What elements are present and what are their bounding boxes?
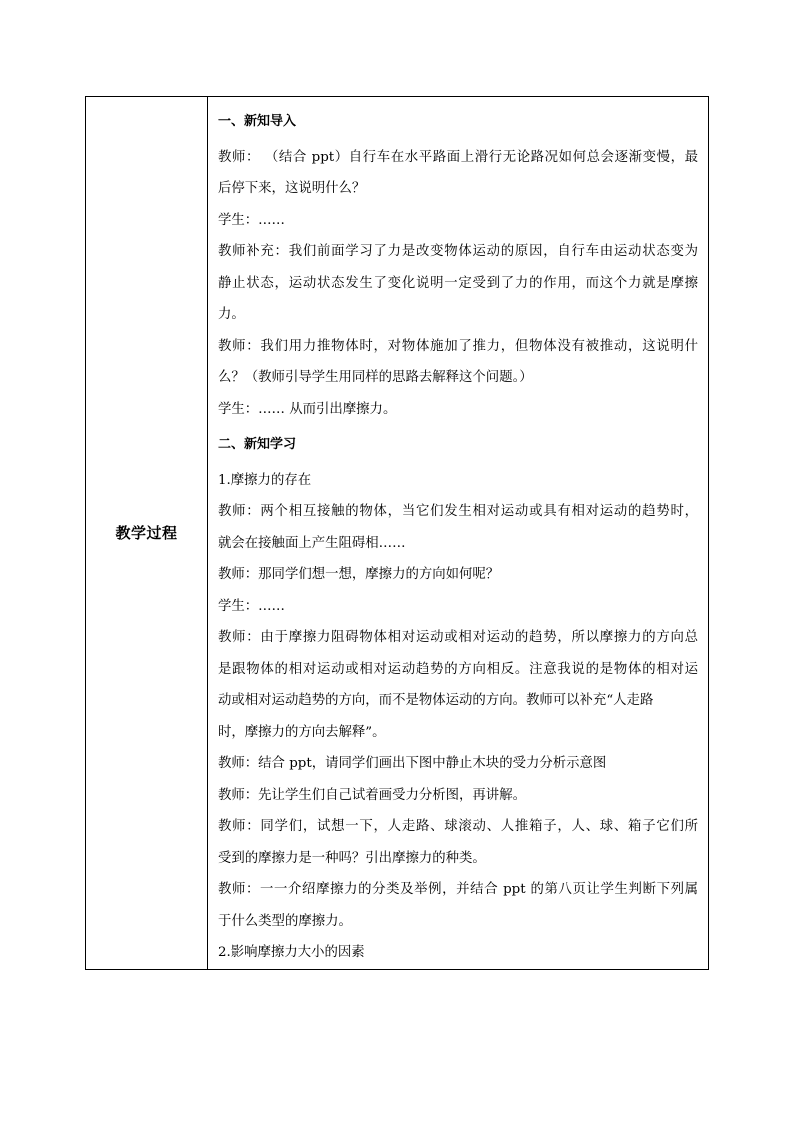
text-line: 学生：…… [218, 212, 285, 228]
text-line: 教师：我们用力推物体时，对物体施加了推力，但物体没有被推动，这说明什 [218, 338, 698, 354]
lesson-table [85, 96, 709, 970]
text-line: 于什么类型的摩擦力。 [218, 913, 352, 929]
text-line: 教师：那同学们想一想，摩擦力的方向如何呢？ [218, 567, 500, 582]
text-line: 教师补充：我们前面学习了力是改变物体运动的原因，自行车由运动状态变为 [218, 244, 698, 259]
text-line: 就会在接触面上产生阻碍相…… [218, 535, 406, 551]
text-line: 么？（教师引导学生用同样的思路去解释这个问题。） [218, 370, 533, 385]
text-line: 力。 [218, 307, 245, 322]
text-line: 学生：…… 从而引出摩擦力。 [218, 401, 397, 417]
text-line: 教师：同学们，试想一下，人走路、球滚动、人推箱子，人、球、箱子它们所 [218, 819, 698, 834]
text-line: 是跟物体的相对运动或相对运动趋势的方向相反。注意我说的是物体的相对运 [218, 661, 698, 677]
text-line: 1.摩擦力的存在 [218, 472, 312, 488]
section-heading: 一、新知导入 [218, 114, 297, 129]
table-row [86, 97, 709, 970]
section-heading: 二、新知学习 [218, 437, 297, 452]
text-line: 时，摩擦力的方向去解释”。 [218, 724, 386, 740]
text-line: 教师：先让学生们自己试着画受力分析图，再讲解。 [218, 787, 526, 803]
text-line: 动或相对运动趋势的方向，而不是物体运动的方向。教师可以补充“人走路 [218, 693, 654, 708]
text-line: 教师： （结合 ppt）自行车在水平路面上滑行无论路况如何总会逐渐变慢，最 [218, 149, 698, 165]
text-line: 教师：一一介绍摩擦力的分类及举例，并结合 ppt 的第八页让学生判断下列属 [218, 882, 698, 897]
text-line: 受到的摩擦力是一种吗？引出摩擦力的种类。 [218, 850, 486, 866]
text-line: 教师：结合 ppt，请同学们画出下图中静止木块的受力分析示意图 [218, 756, 607, 771]
text-line: 静止状态，运动状态发生了变化说明一定受到了力的作用，而这个力就是摩擦 [218, 275, 698, 291]
text-line: 学生：…… [218, 598, 285, 614]
text-line: 2.影响摩擦力大小的因素 [218, 945, 365, 960]
row-label: 教学过程 [115, 524, 178, 543]
row-label-cell [86, 97, 208, 970]
text-line: 教师：两个相互接触的物体，当它们发生相对运动或具有相对运动的趋势时， [218, 504, 698, 519]
content-cell [208, 97, 709, 970]
text-line: 后停下来，这说明什么？ [218, 181, 366, 196]
lesson-content [218, 106, 698, 969]
text-line: 教师：由于摩擦力阻碍物体相对运动或相对运动的趋势，所以摩擦力的方向总 [218, 630, 698, 645]
